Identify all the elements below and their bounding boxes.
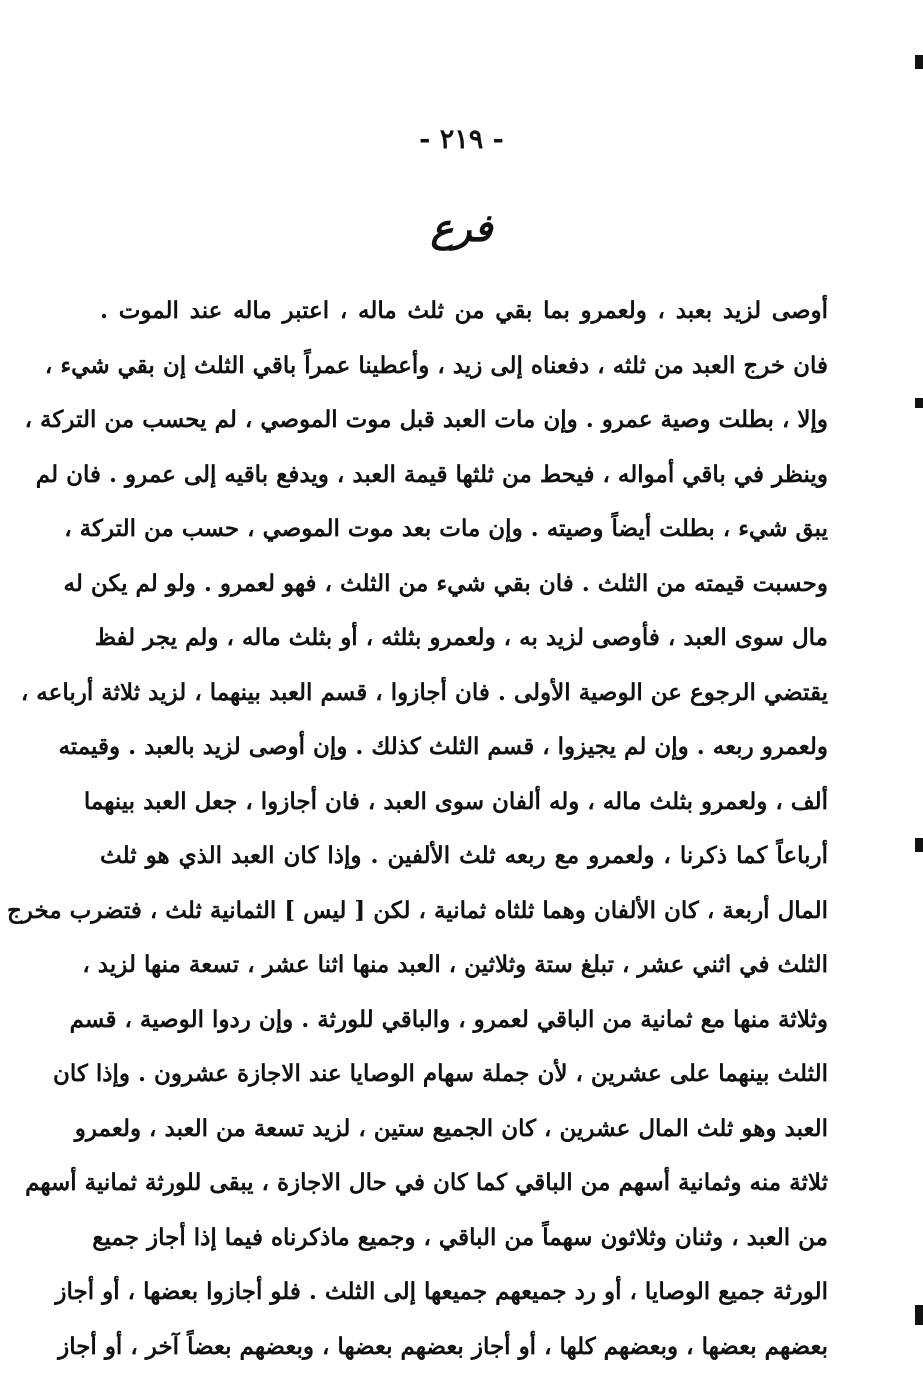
text-line-17: ثلاثة منه وثمانية أسهم من الباقي كما كان في حال الاجازة ، يبقى للورثة ثمانية أسهم [25,1169,828,1196]
page-number: - ٢١٩ - [419,124,504,155]
text-line-15: الثلث بينهما على عشرين ، لأن جملة سهام الوصايا عند الاجازة عشرون . وإذا كان [53,1060,828,1087]
body-text [6,284,828,1374]
text-line-12: المال أربعة ، كان الألفان وهما ثلثاه ثمانية ، لكن [ ليس ] الثمانية ثلث ، فتضرب مخرج [6,896,828,924]
text-line-14: وثلاثة منها مع ثمانية من الباقي لعمرو ، والباقي للورثة . وإن ردوا الوصية ، قسم [69,1005,828,1033]
text-line-19: الورثة جميع الوصايا ، أو رد جميعهم جميعها إلى الثلث . فلو أجازوا بعضها ، أو أجاز [55,1278,828,1305]
scan-edge-mark [915,55,923,69]
text-line-3: وإلا ، بطلت وصية عمرو . وإن مات العبد قبل موت الموصي ، لم يحسب من التركة ، [24,406,828,433]
text-line-5: يبق شيء ، بطلت أيضاً وصيته . وإن مات بعد موت الموصي ، حسب من التركة ، [64,515,828,542]
text-line-18: من العبد ، وثنان وثلاثون سهماً من الباقي ، وجميع ماذكرناه فيما إذا أجاز جميع [92,1223,828,1251]
section-title: فرع [430,205,493,250]
text-line-7: مال سوى العبد ، فأوصى لزيد به ، ولعمرو بثلثه ، أو بثلث ماله ، ولم يجر لفظ [94,624,828,651]
scan-edge-mark [915,1305,923,1325]
text-line-16: العبد وهو ثلث المال عشرين ، كان الجميع ستين ، لزيد تسعة من العبد ، ولعمرو [74,1114,828,1142]
text-line-9: ولعمرو ربعه . وإن لم يجيزوا ، قسم الثلث كذلك . وإن أوصى لزيد بالعبد . وقيمته [58,733,828,760]
text-line-4: وينظر في باقي أمواله ، فيحط من ثلثها قيمة العبد ، ويدفع باقيه إلى عمرو . فان لم [35,460,828,488]
text-line-20: بعضهم بعضها ، وبعضهم كلها ، أو أجاز بعضهم بعضها ، وبعضهم بعضاً آخر ، أو أجاز [58,1332,828,1360]
text-line-13: الثلث في اثني عشر ، تبلغ ستة وثلاثين ، العبد منها اثنا عشر ، تسعة منها لزيد ، [82,951,828,978]
text-line-2: فان خرج العبد من ثلثه ، دفعناه إلى زيد ، وأعطينا عمراً باقي الثلث إن بقي شيء ، [44,351,828,379]
text-line-1: أوصى لزيد بعبد ، ولعمرو بما بقي من ثلث ماله ، اعتبر ماله عند الموت . [100,297,828,324]
text-line-10: ألف ، ولعمرو بثلث ماله ، وله ألفان سوى العبد ، فان أجازوا ، جعل العبد بينهما [83,787,828,815]
text-line-11: أرباعاً كما ذكرنا ، ولعمرو مع ربعه ثلث الألفين . وإذا كان العبد الذي هو ثلث [100,842,828,869]
scan-edge-mark [915,398,923,408]
text-line-8: يقتضي الرجوع عن الوصية الأولى . فان أجازوا ، قسم العبد بينهما ، لزيد ثلاثة أرباعه ، [20,678,828,706]
scan-edge-mark [915,838,923,852]
text-line-6: وحسبت قيمته من الثلث . فان بقي شيء من الثلث ، فهو لعمرو . ولو لم يكن له [63,569,828,597]
